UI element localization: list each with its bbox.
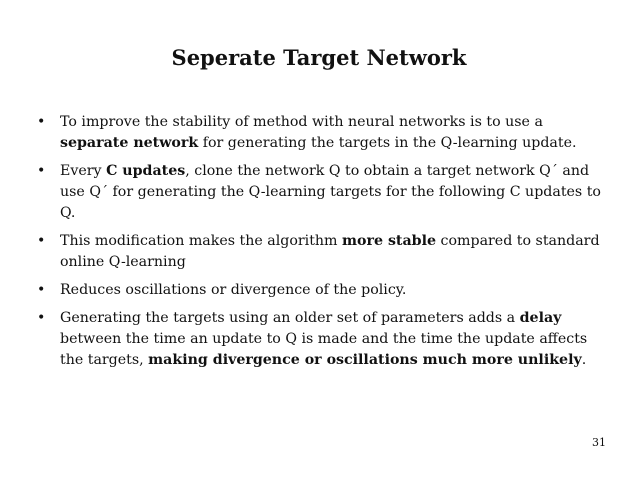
bullet-text: [60, 114, 577, 151]
bold-term: making divergence or oscillations much more unlikely: [148, 352, 582, 368]
text-run: .: [581, 352, 587, 368]
bullet-marker: •: [37, 163, 46, 179]
bullet-marker: •: [37, 114, 46, 130]
text-run: for generating the targets in the Q-learning update.: [198, 135, 577, 151]
bullet-item-5: [37, 308, 609, 371]
text-run: Reduces oscillations or divergence of the policy.: [60, 282, 407, 298]
text-run: Generating the targets using an older set of parameters adds a: [60, 310, 520, 326]
page-number: 31: [592, 436, 606, 449]
bullet-item-3: [37, 231, 609, 273]
text-run: This modification makes the algorithm: [60, 233, 343, 249]
bold-term: more stable: [342, 233, 437, 249]
slide-title: Seperate Target Network: [171, 45, 467, 70]
bullet-text: [60, 282, 406, 298]
bullet-item-4: [37, 280, 609, 301]
text-run: , clone the network Q to obtain a target network Q´ and use Q´ for generating the Q-learning targets for the following C updates to Q.: [60, 163, 601, 221]
bullet-marker: •: [37, 233, 46, 249]
bullet-text: [60, 163, 601, 221]
bold-term: delay: [519, 310, 562, 326]
text-run: compared to standard online Q-learning: [60, 233, 600, 270]
bullet-item-2: [37, 161, 609, 224]
text-run: Every: [60, 163, 107, 179]
bold-term: C updates: [106, 163, 186, 179]
bullet-list: [37, 112, 609, 378]
bullet-marker: •: [37, 310, 46, 326]
text-run: between the time an update to Q is made and the time the update affects the targets,: [60, 331, 588, 368]
bullet-marker: •: [37, 282, 46, 298]
bullet-item-1: [37, 112, 609, 154]
text-run: To improve the stability of method with neural networks is to use a: [60, 114, 543, 130]
bold-term: separate network: [60, 135, 199, 151]
bullet-text: [60, 310, 587, 368]
bullet-text: [60, 233, 600, 270]
